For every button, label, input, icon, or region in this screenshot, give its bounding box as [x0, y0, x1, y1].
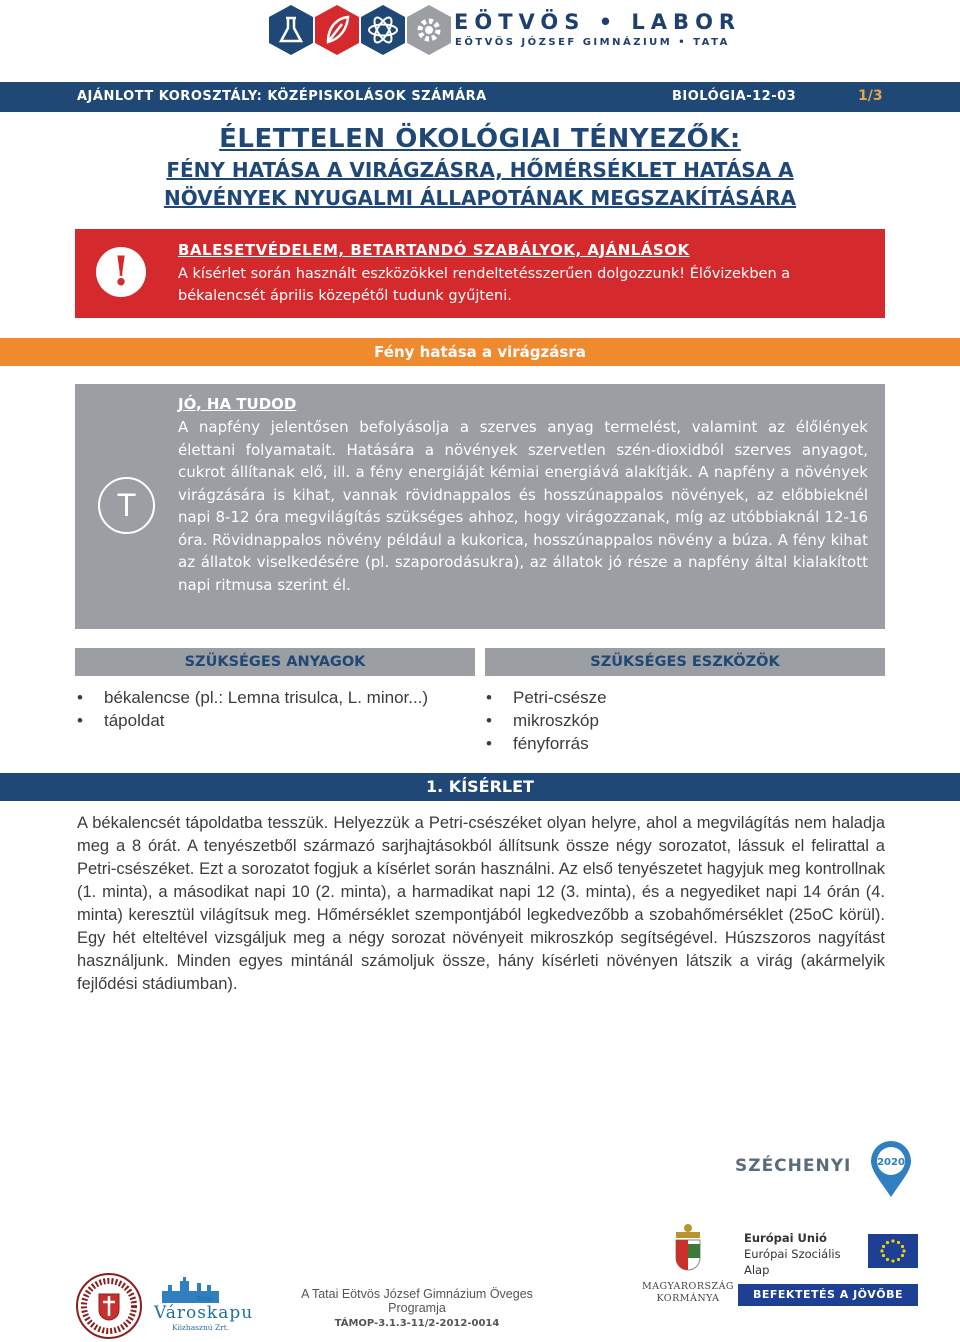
atom-icon [360, 4, 406, 56]
audience-label: AJÁNLOTT KOROSZTÁLY: KÖZÉPISKOLÁSOK SZÁMÁRA [77, 89, 487, 104]
info-heading: JÓ, HA TUDOD [178, 395, 297, 413]
title-line-2: FÉNY HATÁSA A VIRÁGZÁSRA, HŐMÉRSÉKLET HATÁSA A [166, 158, 794, 182]
szechenyi-2020-logo [735, 1140, 915, 1200]
exclamation-icon: ! [96, 247, 146, 297]
tools-heading: SZÜKSÉGES ESZKÖZÖK [485, 648, 885, 676]
szechenyi-text: SZÉCHENYI [735, 1156, 852, 1176]
good-to-know-box [75, 384, 885, 629]
tools-list [486, 686, 607, 755]
tamop-code: TÁMOP-3.1.3-11/2-2012-0014 [334, 1318, 500, 1329]
page-title [0, 124, 960, 212]
theory-icon: T [98, 477, 155, 534]
subject-code: BIOLÓGIA-12-03 [672, 89, 797, 104]
materials-list [77, 686, 428, 732]
varoskapu-name: Városkapu [154, 1303, 254, 1323]
materials-heading: SZÜKSÉGES ANYAGOK [75, 648, 475, 676]
government-line-2: KORMÁNYA [656, 1293, 720, 1304]
title-line-1: ÉLETTELEN ÖKOLÓGIAI TÉNYEZŐK: [219, 124, 741, 154]
location-pin-icon [870, 1140, 912, 1198]
logo-title: EÖTVÖS • LABOR [454, 10, 742, 34]
eu-logo [738, 1228, 923, 1310]
experiment-heading: 1. KÍSÉRLET [0, 773, 960, 801]
varoskapu-sub: Közhasznú Zrt. [172, 1323, 230, 1332]
section-bar: Fény hatása a virágzásra [0, 338, 960, 366]
title-line-3: NÖVÉNYEK NYUGALMI ÁLLAPOTÁNAK MEGSZAKÍTÁSÁRA [163, 186, 797, 210]
top-bar [0, 82, 960, 112]
warning-text: A kísérlet során használt eszközökkel rendeltetésszerűen dolgozzunk! Élővizekben a békalencsét április közepétől tudunk gyűjteni. [178, 266, 791, 304]
list-item: • Petri-csésze [486, 686, 607, 709]
eotvos-labor-logo [268, 0, 742, 60]
list-item: • fényforrás [486, 732, 607, 755]
varoskapu-small: Tatai [196, 1295, 213, 1303]
varoskapu-logo [152, 1275, 252, 1335]
eu-slogan: BEFEKTETÉS A JÖVŐBE [738, 1284, 918, 1306]
logo-subtitle: EÖTVÖS JÓZSEF GIMNÁZIUM • TATA [455, 37, 730, 48]
list-item: • békalencse (pl.: Lemna trisulca, L. minor...) [77, 686, 428, 709]
eu-line-1: Európai Unió [744, 1231, 827, 1245]
school-seal-icon [75, 1272, 143, 1340]
government-line-1: MAGYARORSZÁG [641, 1281, 735, 1292]
eu-flag-icon [868, 1234, 918, 1268]
leaf-icon [314, 4, 360, 56]
gear-icon [406, 4, 452, 56]
page-number: 1/3 [858, 88, 883, 104]
eu-line-3: Alap [744, 1263, 770, 1277]
footer-program [276, 1287, 558, 1329]
safety-warning-box [75, 229, 885, 318]
eu-line-2: Európai Szociális [744, 1247, 841, 1261]
experiment-text: A békalencsét tápoldatba tesszük. Helyezzük a Petri-csészéket olyan helyre, ahol a megvilágítás nem haladja meg a 8 órát. A tenyészetből származó sarjhajtásokból állítsunk össze négy sorozatot, lássuk el felirattal a Petri-csészéket. Ezt a sorozatot fogjuk a kísérlet során használni. Az első tenyészetet hagyjuk meg kontrollnak (1. minta), a másodikat napi 10 (2. minta), a harmadikat napi 12 (3. minta), és a negyediket napi 14 órán (4. minta) keresztül világítsuk meg. Hőmérséklet szempontjából legkedvezőbb a szobahőmérséklet (25oC körül). Egy hét elteltével vizsgáljuk meg a négy sorozat növényeit mikroszkóp segítségével. Húszszoros nagyítást használjunk. Minden egyes mintánál számoljuk össze, hány kísérleti növényen látszik a virág (akármelyik fejlődési stádiumban). [77, 814, 885, 993]
government-logo [640, 1222, 736, 1312]
list-item: • mikroszkóp [486, 709, 607, 732]
warning-heading: BALESETVÉDELEM, BETARTANDÓ SZABÁLYOK, AJÁNLÁSOK [178, 241, 690, 259]
list-item: • tápoldat [77, 709, 428, 732]
szechenyi-year: 2020 [877, 1157, 905, 1168]
coat-of-arms-icon [670, 1222, 706, 1278]
eu-text [744, 1230, 841, 1278]
flask-icon [268, 4, 314, 56]
info-text: A napfény jelentősen befolyásolja a szerves anyag termelést, valamint az élőlények élettani folyamatait. Hatására a növények szervetlen szén-dioxidból szerves anyagot, cukrot állítanak elő, ill. a fény energiáját kémiai energiává alakítják. A napfény a növények virágzására is kihat, vannak rövidnappalos és hosszúnappalos növények, az előbbieknél napi 8-12 óra megvilágítás szükséges ahhoz, hogy virágozzanak, míg az utóbbiaknál 12-16 óra. Rövidnappalos növény például a kukorica, hosszúnappalos növény a búza. A fény kihat az állatok viselkedésére (pl. szaporodásukra), az állatok jó része a napfény által kialakított napi ritmusa szerint él. [178, 418, 868, 594]
program-name: A Tatai Eötvös József Gimnázium Öveges Programja [301, 1287, 533, 1315]
